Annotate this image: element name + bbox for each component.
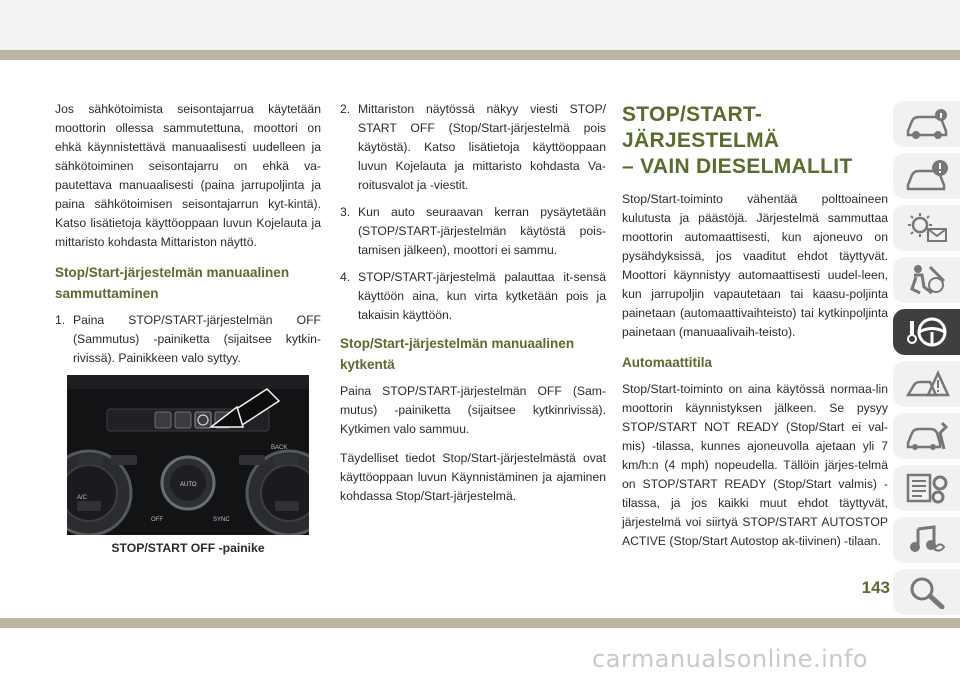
off-label: OFF: [151, 517, 163, 523]
car-info-icon: [904, 107, 950, 141]
specifications-icon: [904, 471, 950, 505]
ac-label: A/C: [77, 495, 88, 501]
chapter-tab-warning-lights[interactable]: [893, 205, 960, 251]
step-number: 4.: [340, 270, 351, 284]
chapter-tab-specifications[interactable]: [893, 465, 960, 511]
list-item: [340, 203, 606, 260]
paragraph: Täydelliset tiedot Stop/Start-järjestelmästä ovat käyttöoppaan luvun Käynnistäminen ja ajaminen kohdassa Stop/Start-järjestelmä.: [340, 451, 606, 503]
chapter-tab-car-info[interactable]: [893, 101, 960, 147]
step-text: STOP/START-järjestelmä palauttaa it-sensä käyttöön aina, kun virta kytketään pois ja takaisin käyttöön.: [358, 270, 606, 322]
auto-label: AUTO: [180, 482, 197, 488]
car-warning-icon: [904, 159, 950, 193]
title-line-2: – VAIN DIESELMALLIT: [622, 155, 853, 178]
paragraph: Paina STOP/START-järjestelmän OFF (Sam-mutus) -painiketta (sijaitsee kytkinrivissä). Kytkimen valo sammuu.: [340, 384, 606, 436]
section-heading-manual-on: Stop/Start-järjestelmän manuaalinen kytkentä: [340, 336, 575, 372]
column-middle: [340, 100, 606, 516]
warning-lights-icon: [904, 211, 950, 245]
steering-wheel-key-icon: [904, 315, 950, 349]
step-text: Kun auto seuraavan kerran pysäytetään (STOP/START-järjestelmän käytöstä pois-tamisen jälkeen), moottori ei sammu.: [358, 205, 606, 257]
step-text: Paina STOP/START-järjestelmän OFF (Sammutus) -painiketta (sijaitsee kytkin-rivissä). Painikkeen valo syttyy.: [73, 313, 321, 365]
chapter-tab-service[interactable]: [893, 413, 960, 459]
chapter-tab-sidebar: [893, 101, 960, 673]
back-label: BACK: [271, 445, 288, 451]
title-line-1: STOP/START-JÄRJESTELMÄ: [622, 103, 780, 152]
chapter-tab-car-warning[interactable]: [893, 153, 960, 199]
roadside-hazard-icon: [904, 367, 950, 401]
steps-list-1: [55, 311, 321, 368]
chapter-tab-multimedia[interactable]: [893, 517, 960, 563]
page-number: 143: [861, 578, 890, 597]
dashboard-photo-illustration: [67, 375, 309, 535]
sync-label: SYNC: [213, 517, 230, 523]
chapter-tab-airbag-safety[interactable]: [893, 257, 960, 303]
page-title: [622, 102, 888, 180]
step-number: 1.: [55, 313, 66, 327]
chapter-tab-starting-driving[interactable]: [893, 309, 960, 355]
search-icon: [904, 575, 950, 609]
chapter-tab-emergency[interactable]: [893, 361, 960, 407]
paragraph: Stop/Start-toiminto vähentää polttoaineen kulutusta ja päästöjä. Järjestelmä sammuttaa moottorin automaattisesti, kun ajoneuvo on pysähdyksissä, jos vaaditut ehdot täyttyvät. Moottori käynnistyy automaattisesti uudel-leen, kun jarrupoljin vapautetaan tai kaasu-poljinta painetaan (automaattivaihteisto) tai kytkinpoljinta painetaan (manuaalivaih-teisto).: [622, 192, 888, 339]
stop-start-button-photo: [67, 375, 309, 535]
list-item: [340, 268, 606, 325]
watermark-text: carmanualsonline.info: [592, 645, 869, 673]
footer-rule: [0, 618, 960, 628]
airbag-safety-icon: [904, 263, 950, 297]
paragraph: Stop/Start-toiminto on aina käytössä normaa-lin moottorin käynnistyksen jälkeen. Se pysyy STOP/START NOT READY (Stop/Start ei val-mis) -tilassa, kunnes ajoneuvolla ajetaan yli 7 km/h:n (4 mph) nopeudella. Tällöin järjes-telmä on STOP/START READY (Stop/Start valmis) -tilassa, ja jos kaikki muut ehdot täyttyvät, järjestelmä voi siirtyä STOP/START AUTOSTOP ACTIVE (Stop/Start Autostop ak-tiivinen) -tilaan.: [622, 382, 888, 548]
section-heading-manual-off: Stop/Start-järjestelmän manuaalinen sammuttaminen: [55, 265, 290, 301]
header-rule: [0, 50, 960, 60]
column-left: [55, 100, 321, 376]
list-item: [55, 311, 321, 368]
multimedia-icon: [904, 523, 950, 557]
photo-caption: STOP/START OFF -painike: [111, 541, 265, 555]
section-heading-auto-mode: Automaattitila: [622, 355, 713, 370]
step-number: 2.: [340, 102, 351, 116]
step-number: 3.: [340, 205, 351, 219]
intro-paragraph: Jos sähkötoimista seisontajarrua käytetään moottorin ollessa sammutettuna, moottori on ehkä käynnistettävä manuaalisesti uudelleen ja sähkötoiminen seisontajarru on ehkä va-pautettava manuaalisesti (paina jarrupoljinta ja paina sähkötoimisen seisontajarrun kyt-kintä). Katso lisätietoja käyttöoppaan luvun Kojelauta ja mittaristo kohdasta Mittariston näyttö.: [55, 102, 321, 249]
chapter-tab-search[interactable]: [893, 569, 960, 615]
step-text: Mittariston näytössä näkyy viesti STOP/ START OFF (Stop/Start-järjestelmä pois käytöstä). Katso lisätietoja käyttöoppaan luvun Kojelauta ja mittaristo kohdasta Va-roitusvalot ja -viestit.: [358, 102, 606, 192]
steps-list-2: [340, 100, 606, 325]
column-right: [622, 102, 888, 561]
service-tools-icon: [904, 419, 950, 453]
list-item: [340, 100, 606, 195]
